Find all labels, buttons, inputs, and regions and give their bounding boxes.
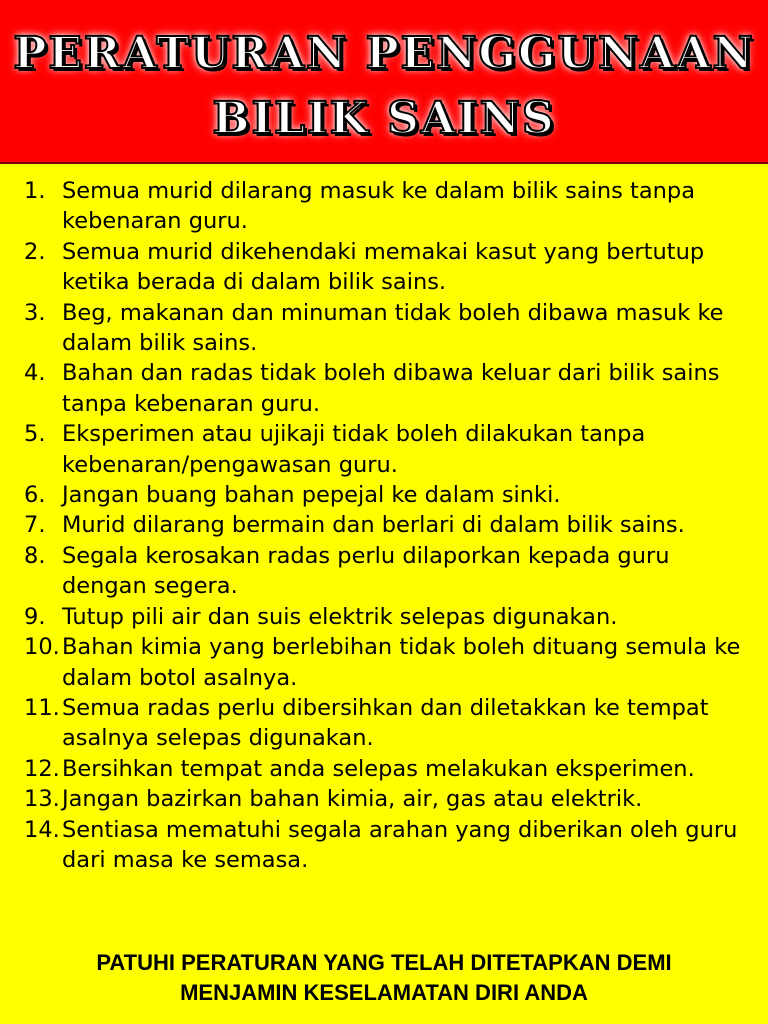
rule-item bbox=[18, 632, 760, 693]
rule-number: 10. bbox=[24, 634, 60, 661]
rules-list bbox=[18, 176, 760, 875]
rule-text: Semua murid dikehendaki memakai kasut yang bertutup ketika berada di dalam bilik sains. bbox=[62, 238, 705, 296]
rule-text: Bahan dan radas tidak boleh dibawa keluar dari bilik sains tanpa kebenaran guru. bbox=[62, 360, 720, 417]
rule-item bbox=[18, 358, 760, 419]
rule-text: Beg, makanan dan minuman tidak boleh dibawa masuk ke dalam bilik sains. bbox=[62, 299, 724, 357]
rule-item bbox=[18, 693, 760, 754]
rule-number: 3. bbox=[24, 299, 46, 326]
title-line-1: PERATURAN PENGGUNAAN bbox=[13, 28, 755, 79]
footer-line-2: MENJAMIN KESELAMATAN DIRI ANDA bbox=[180, 980, 588, 1005]
rule-item bbox=[18, 784, 760, 814]
rule-text: Semua murid dilarang masuk ke dalam bilik sains tanpa kebenaran guru. bbox=[62, 178, 695, 235]
rule-number: 9. bbox=[24, 603, 46, 630]
rule-number: 11. bbox=[24, 694, 60, 721]
rule-number: 8. bbox=[24, 542, 46, 569]
rule-number: 14. bbox=[24, 816, 60, 843]
rule-number: 1. bbox=[24, 178, 46, 204]
rule-text: Jangan buang bahan pepejal ke dalam sinki. bbox=[62, 482, 561, 509]
rule-number: 13. bbox=[24, 786, 60, 813]
rule-text: Eksperimen atau ujikaji tidak boleh dilakukan tanpa kebenaran/pengawasan guru. bbox=[62, 421, 646, 478]
rule-text: Semua radas perlu dibersihkan dan diletakkan ke tempat asalnya selepas digunakan. bbox=[62, 694, 709, 752]
rule-item bbox=[18, 541, 760, 602]
rule-text: Murid dilarang bermain dan berlari di dalam bilik sains. bbox=[62, 512, 685, 539]
rule-text: Tutup pili air dan suis elektrik selepas digunakan. bbox=[62, 603, 618, 630]
rule-number: 2. bbox=[24, 238, 46, 265]
rule-text: Segala kerosakan radas perlu dilaporkan kepada guru dengan segera. bbox=[62, 542, 670, 600]
rule-text: Bahan kimia yang berlebihan tidak boleh dituang semula ke dalam botol asalnya. bbox=[62, 634, 741, 691]
rule-number: 12. bbox=[24, 755, 60, 782]
rule-number: 7. bbox=[24, 512, 46, 539]
rule-item bbox=[18, 815, 760, 876]
rule-item bbox=[18, 754, 760, 784]
footer-reminder bbox=[0, 948, 768, 1008]
rule-text: Bersihkan tempat anda selepas melakukan eksperimen. bbox=[62, 755, 695, 782]
rule-item bbox=[18, 510, 760, 540]
rule-item bbox=[18, 237, 760, 298]
rule-number: 6. bbox=[24, 482, 46, 509]
rule-item bbox=[18, 480, 760, 510]
title-line-2: BILIK SAINS bbox=[212, 93, 556, 144]
rule-item bbox=[18, 602, 760, 632]
rule-text: Jangan bazirkan bahan kimia, air, gas atau elektrik. bbox=[62, 786, 643, 813]
rule-item bbox=[18, 419, 760, 480]
footer-line-1: PATUHI PERATURAN YANG TELAH DITETAPKAN DEMI bbox=[96, 950, 672, 975]
rule-text: Sentiasa mematuhi segala arahan yang diberikan oleh guru dari masa ke semasa. bbox=[62, 816, 738, 873]
rule-item bbox=[18, 176, 760, 237]
rule-number: 5. bbox=[24, 421, 46, 448]
title-banner bbox=[0, 0, 768, 164]
rule-item bbox=[18, 298, 760, 359]
rule-number: 4. bbox=[24, 360, 46, 387]
